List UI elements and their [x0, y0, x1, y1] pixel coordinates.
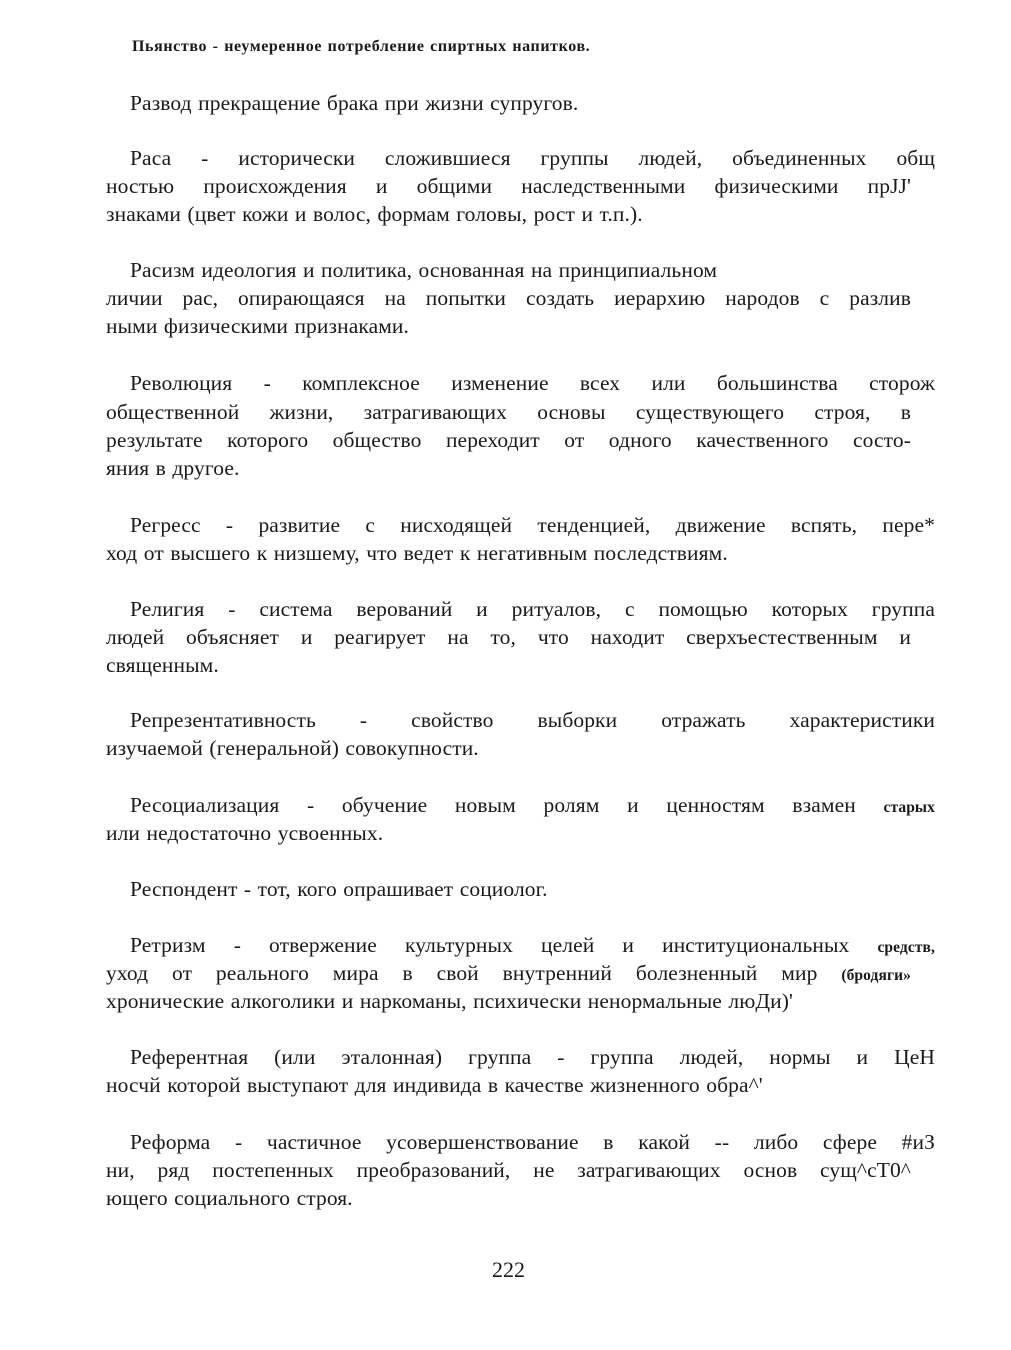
- entry-reforma-line-1: Реформа - частичное усовершенствование в какой -- либо сфере #иЗ: [130, 1130, 935, 1154]
- entry-rasizm-line-2: личии рас, опирающаяся на попытки создать иерархию народов с разлив: [106, 286, 911, 310]
- entry-rasa-line-2: ностью происхождения и общими наследственными физическими прJJ': [106, 174, 911, 198]
- page-number: 222: [492, 1257, 525, 1282]
- entry-rasa-line-3: знаками (цвет кожи и волос, формам головы, рост и т.п.).: [106, 202, 643, 226]
- entry-religiya-line-3: священным.: [106, 653, 219, 677]
- entry-retrizm-line-1: [106, 930, 935, 960]
- entry-regress-line-1: Регресс - развитие с нисходящей тенденцией, движение вспять, пере*: [130, 513, 935, 537]
- retrizm-bold-word-2: (бродяги»: [841, 967, 911, 984]
- entry-resotsializatsiya-line-2: или недостаточно усвоенных.: [106, 821, 384, 845]
- resotsializatsiya-text: Ресоциализация - обучение новым ролям и ценностям взамен: [130, 793, 856, 817]
- document-page: [106, 30, 935, 1330]
- entry-religiya-line-2: людей объясняет и реагирует на то, что находит сверхъестественным и: [106, 625, 911, 649]
- entry-referentnaya-line-1: Референтная (или эталонная) группа - группа людей, нормы и ЦеН: [130, 1045, 935, 1069]
- entry-retrizm-line-3: хронические алкоголики и наркоманы, психически ненормальные люДи)': [106, 989, 794, 1013]
- entry-resotsializatsiya-line-1: [106, 790, 935, 820]
- retrizm-text-2: уход от реального мира в свой внутренний болезненный мир: [106, 961, 818, 985]
- entry-referentnaya-line-2: носчй которой выступают для индивида в качестве жизненного обра^': [106, 1073, 763, 1097]
- entry-revolyutsiya-line-2: общественной жизни, затрагивающих основы существующего строя, в: [106, 400, 911, 424]
- entry-revolyutsiya-line-3: результате которого общество переходит от одного качественного состо-: [106, 428, 911, 452]
- entry-rasa-line-1: Раса - исторически сложившиеся группы людей, объединенных общ: [130, 146, 935, 170]
- entry-pyanstvo: Пьянство - неумеренное потребление спиртных напитков.: [132, 38, 591, 55]
- entry-revolyutsiya-line-4: яния в другое.: [106, 456, 240, 480]
- entry-retrizm-line-2: [106, 958, 911, 988]
- entry-regress-line-2: ход от высшего к низшему, что ведет к негативным последствиям.: [106, 541, 728, 565]
- entry-revolyutsiya-line-1: Революция - комплексное изменение всех или большинства сторож: [130, 371, 935, 395]
- entry-respondent: Респондент - тот, кого опрашивает социолог.: [130, 877, 548, 901]
- retrizm-text-1: Ретризм - отвержение культурных целей и институциональных: [130, 933, 850, 957]
- entry-reforma-line-3: ющего социального строя.: [106, 1186, 353, 1210]
- entry-reprezentativnost-line-1: Репрезентативность - свойство выборки отражать характеристики: [130, 708, 935, 732]
- entry-reprezentativnost-line-2: изучаемой (генеральной) совокупности.: [106, 736, 479, 760]
- entry-religiya-line-1: Религия - система верований и ритуалов, с помощью которых группа: [130, 597, 935, 621]
- entry-rasizm-line-3: ными физическими признаками.: [106, 314, 409, 338]
- entry-reforma-line-2: ни, ряд постепенных преобразований, не затрагивающих основ сущ^сТ0^: [106, 1158, 911, 1182]
- entry-rasizm-line-1: Расизм идеология и политика, основанная на принципиальном: [130, 258, 718, 282]
- resotsializatsiya-bold-word: старых: [883, 799, 935, 816]
- retrizm-bold-word-1: средств,: [877, 939, 935, 956]
- entry-razvod: Развод прекращение брака при жизни супругов.: [130, 91, 579, 115]
